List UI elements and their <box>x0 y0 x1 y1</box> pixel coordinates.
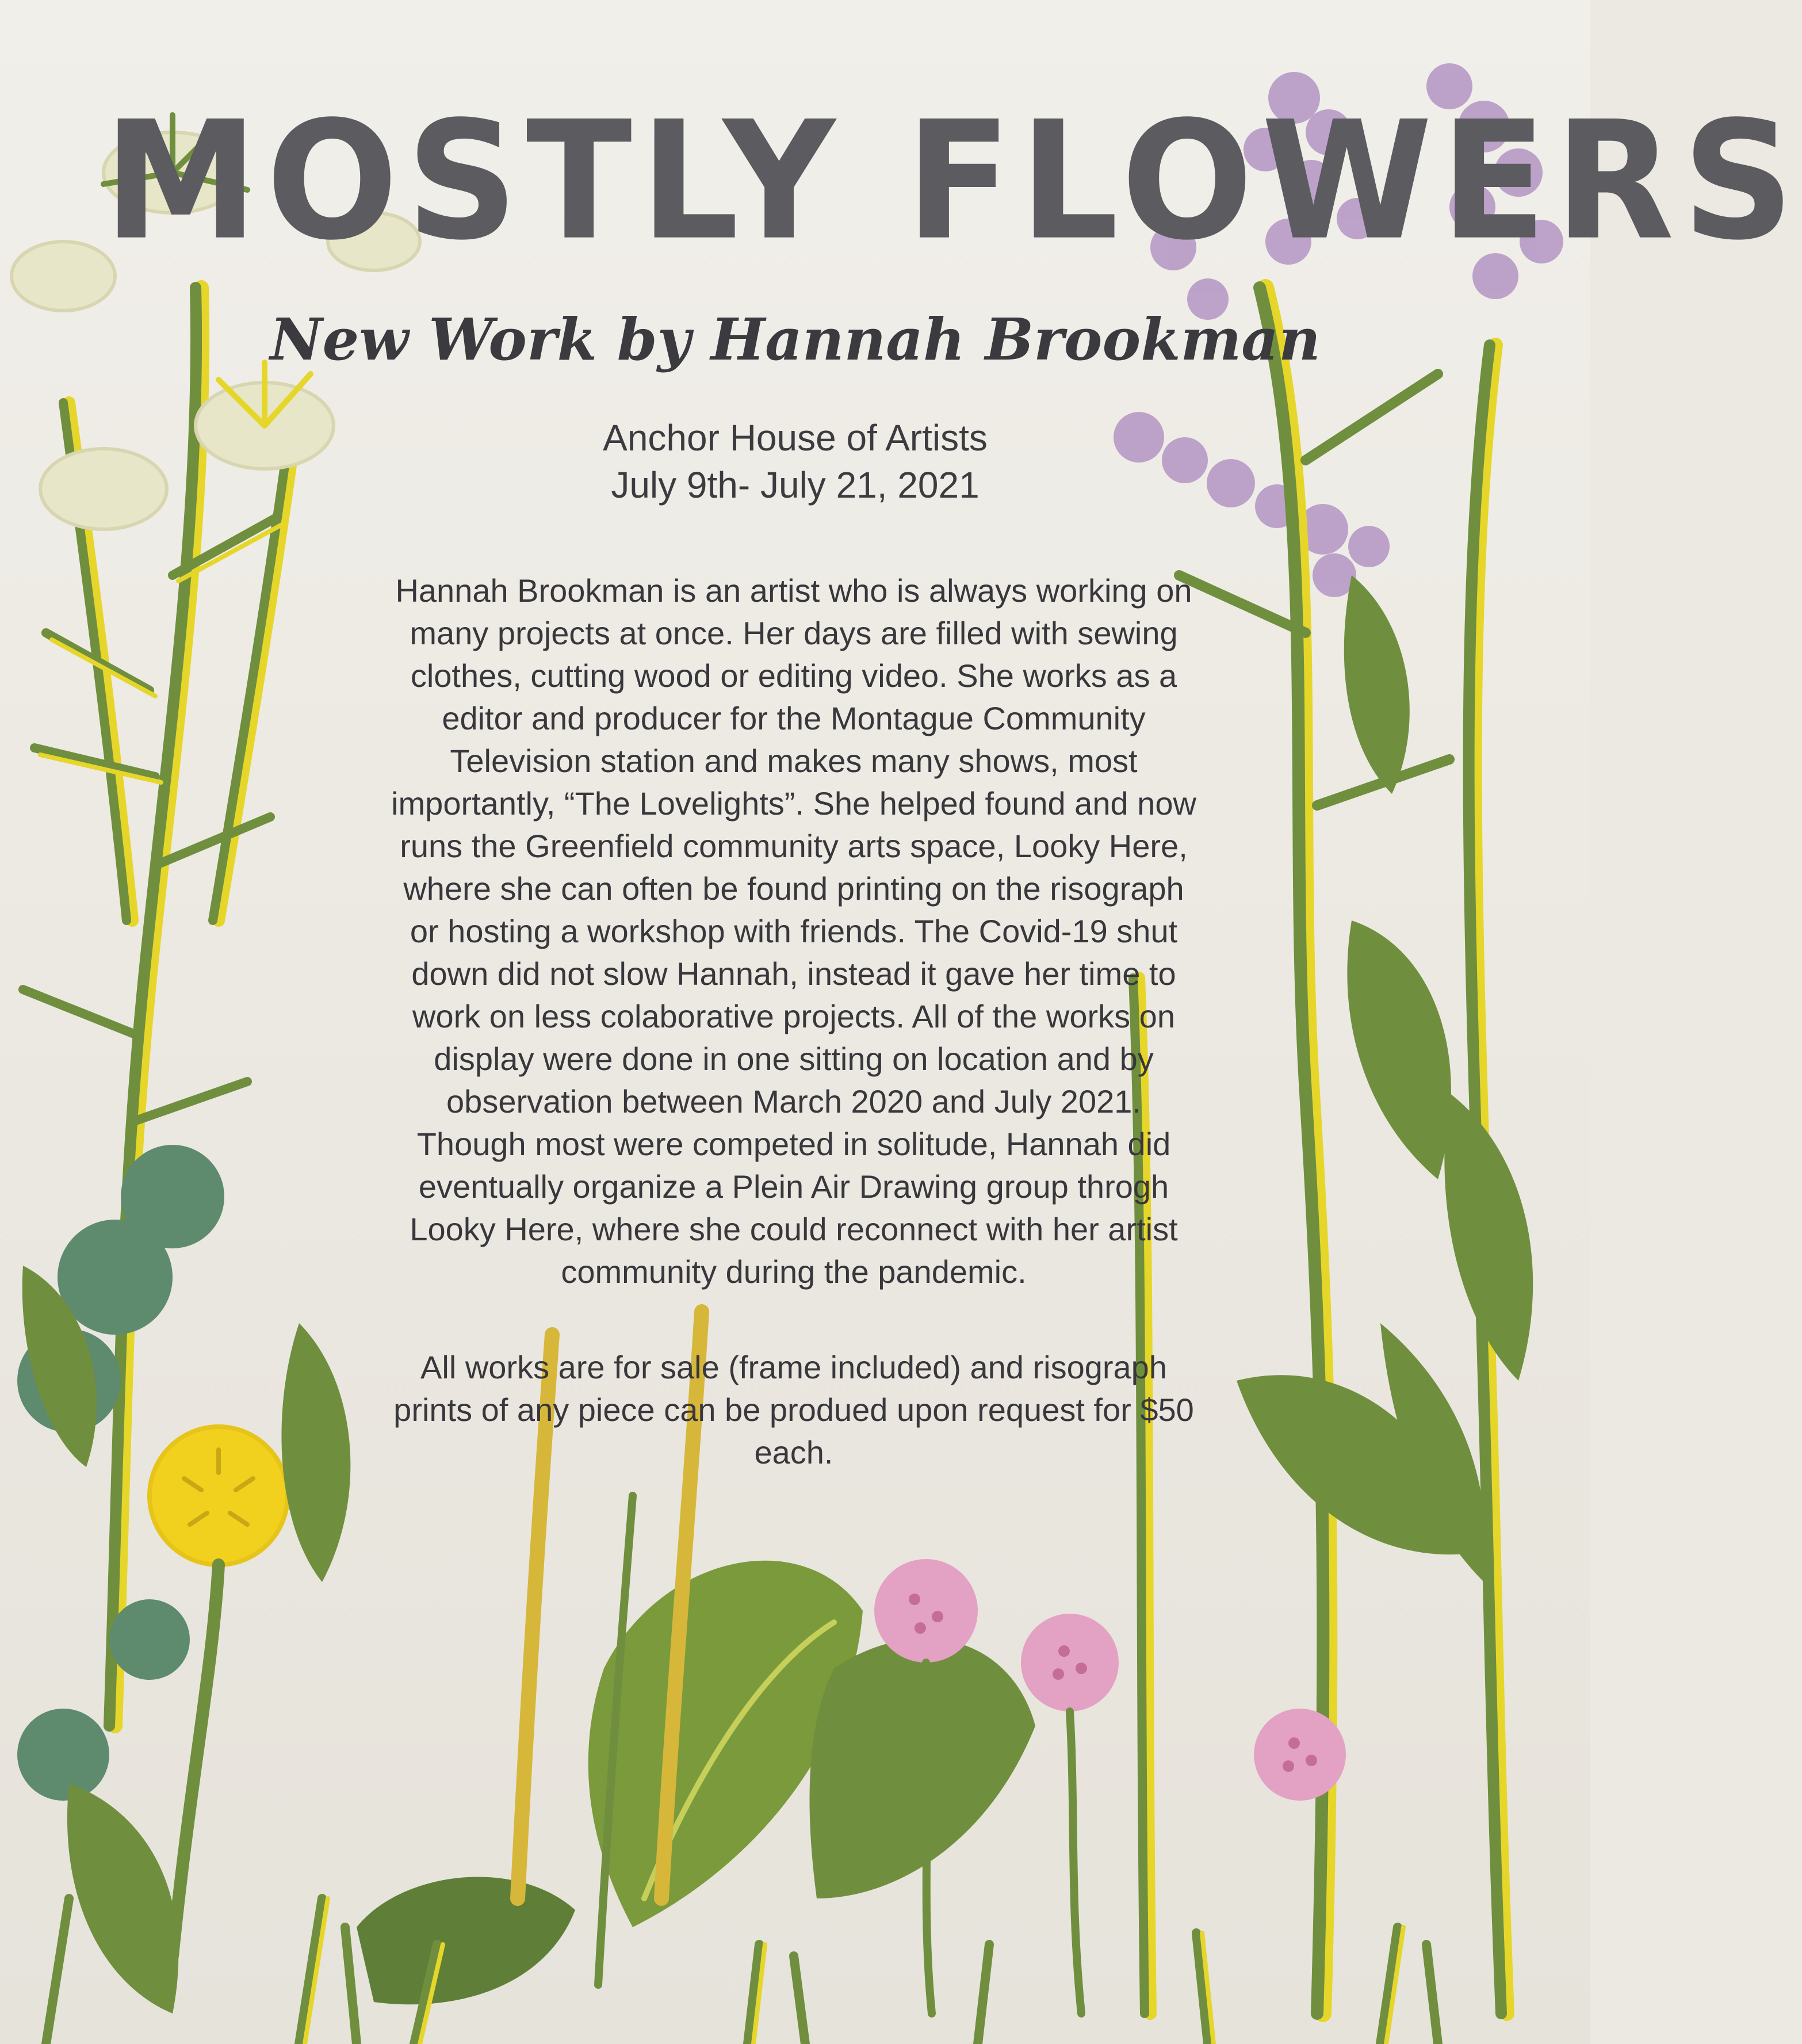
bio-line: Hannah Brookman is an artist who is always working on <box>395 572 1192 609</box>
bio-line: editor and producer for the Montague Community <box>442 700 1146 736</box>
bio-line: clothes, cutting wood or editing video. She works as a <box>410 658 1177 694</box>
bio-line: Though most were competed in solitude, Hannah did <box>416 1126 1171 1162</box>
bio-line: display were done in one sitting on location and by <box>434 1041 1154 1077</box>
sale-line: All works are for sale (frame included) and risograph <box>420 1349 1167 1385</box>
venue-name: Anchor House of Artists <box>603 417 988 459</box>
bio-line: importantly, “The Lovelights”. She helped found and now <box>391 785 1196 822</box>
bio-line: or hosting a workshop with friends. The Covid-19 shut <box>410 913 1178 949</box>
bio-line: where she can often be found printing on the risograph <box>403 870 1184 907</box>
sale-line: prints of any piece can be produed upon request for $50 <box>393 1392 1194 1428</box>
bio-line: observation between March 2020 and July 2021. <box>446 1083 1141 1120</box>
bio-line: work on less colaborative projects. All of the works on <box>412 998 1175 1034</box>
sale-line: each. <box>754 1434 833 1470</box>
bio-line: Looky Here, where she could reconnect with her artist <box>410 1211 1178 1247</box>
bio-line: runs the Greenfield community arts space, Looky Here, <box>400 828 1188 864</box>
exhibition-subtitle: New Work by Hannah Brookman <box>270 305 1321 373</box>
bio-line: Television station and makes many shows, most <box>450 743 1138 779</box>
exhibition-dates: July 9th- July 21, 2021 <box>611 464 980 506</box>
artist-bio <box>242 570 1346 1293</box>
bio-line: down did not slow Hannah, instead it gave her time to <box>411 956 1176 992</box>
bio-line: eventually organize a Plein Air Drawing group throgh <box>418 1168 1169 1205</box>
exhibition-title: MOSTLY FLOWERS <box>104 86 1802 276</box>
bio-line: community during the pandemic. <box>561 1254 1027 1290</box>
bio-line: many projects at once. Her days are filled with sewing <box>410 615 1178 651</box>
sale-notice <box>242 1346 1346 1474</box>
